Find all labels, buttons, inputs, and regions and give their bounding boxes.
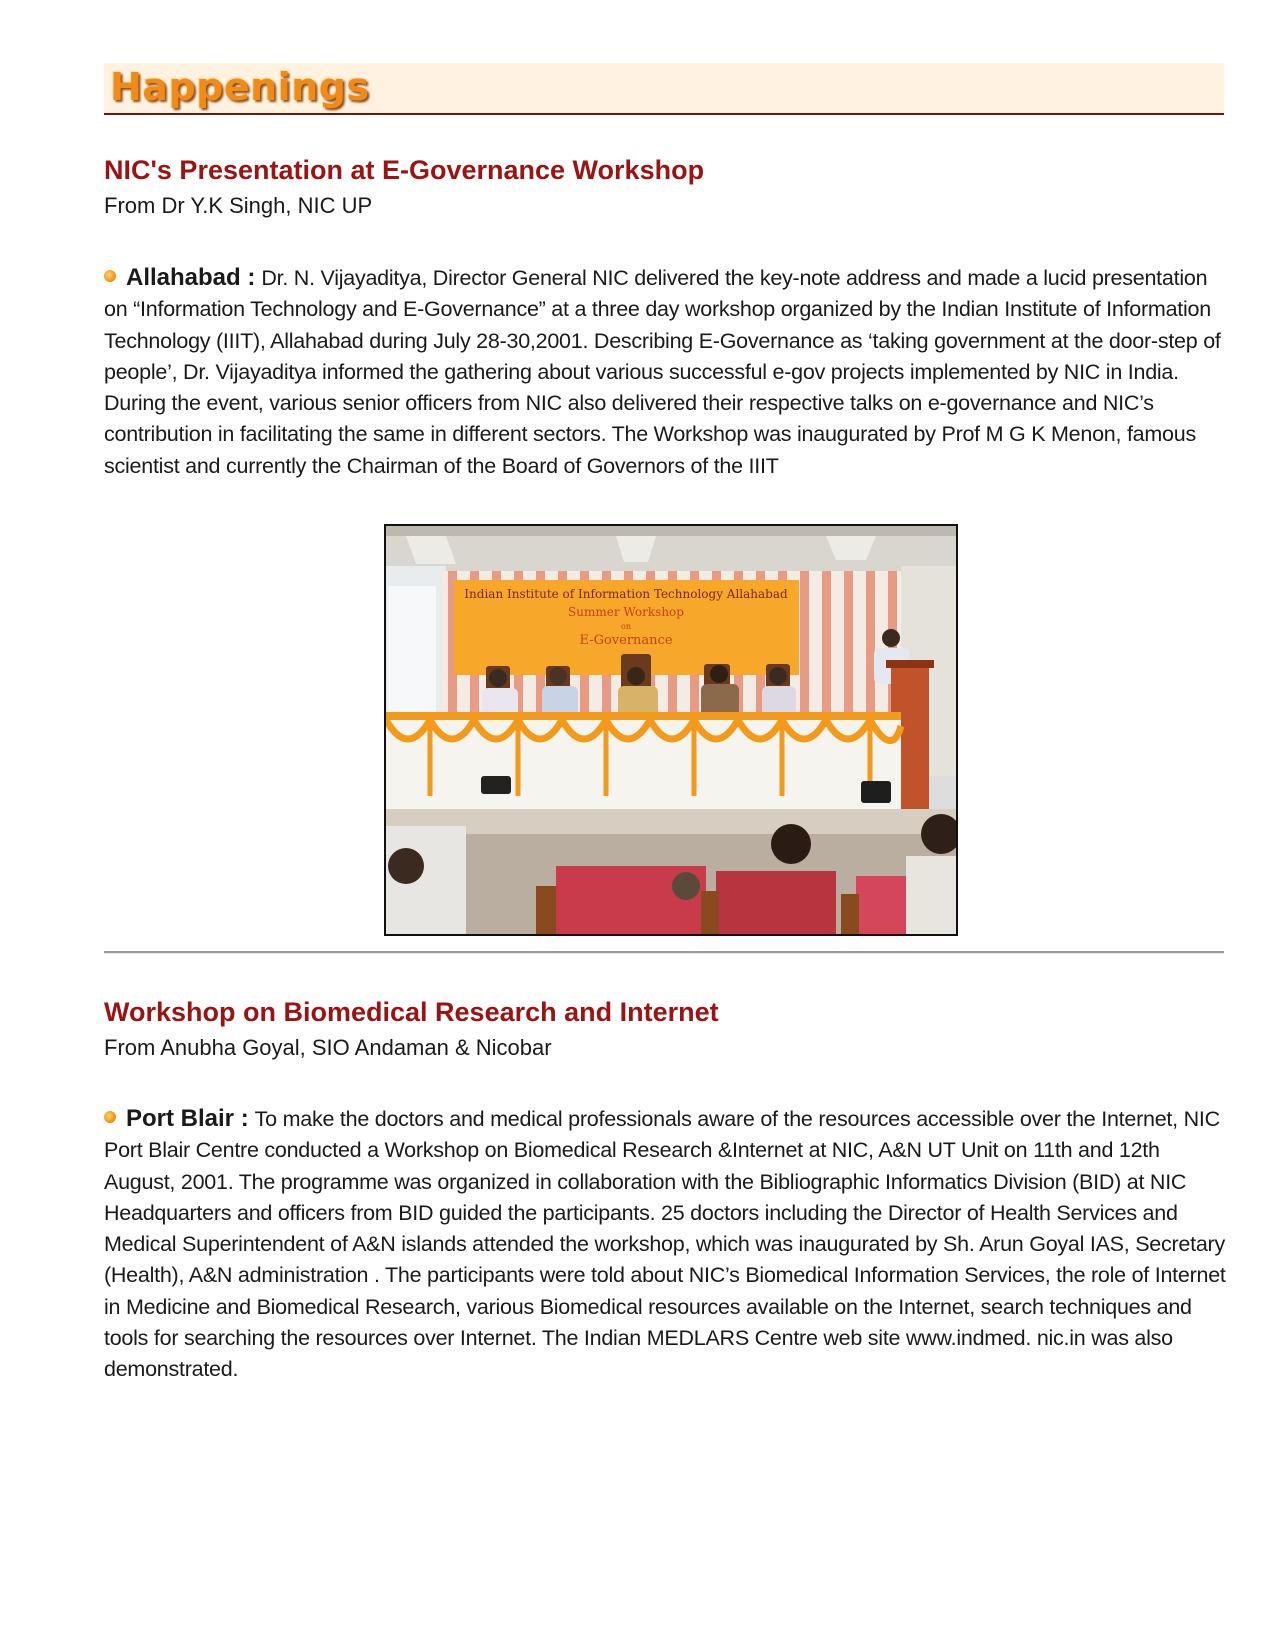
bullet-icon (104, 270, 116, 282)
article-text: To make the doctors and medical professionals aware of the resources accessible over the Internet, NIC Port Blair Centre conducted a Workshop on Biomedical Research &Internet at NIC, A&N UT Unit on 11th and 12th August, 2001. The programme was organized in collaboration with the Bibliographic Informatics Division (BID) at NIC Headquarters and officers from BID guided the participants. 25 doctors including the Director of Health Services and Medical Superintendent of A&N islands attended the workshop, which was inaugurated by Sh. Arun Goyal IAS, Secretary (Health), A&N administration . The participants were told about NIC’s Biomedical Information Services, the role of Internet in Medicine and Biomedical Research, various Biomedical resources available on the Internet, search techniques and tools for searching the resources over Internet. The Indian MEDLARS Centre web site www.indmed. nic.in was also demonstrated. (104, 1107, 1226, 1382)
article-byline: From Anubha Goyal, SIO Andaman & Nicobar (104, 1035, 552, 1060)
article-body (104, 262, 1229, 482)
photo-banner-text: Indian Institute of Information Technology Allahabad (464, 587, 788, 601)
article-text: Dr. N. Vijayaditya, Director General NIC delivered the key-note address and made a lucid presentation on “Information Technology and E-Governance” at a three day workshop organized by the Indian Institute of Information Technology (IIIT), Allahabad during July 28-30,2001. Describing E-Governance as ‘taking government at the door-step of people’, Dr. Vijayaditya informed the gathering about various successful e-gov projects implemented by NIC in India. During the event, various senior officers from NIC also delivered their respective talks on e-governance and NIC’s contribution in facilitating the same in different sectors. The Workshop was inaugurated by Prof M G K Menon, famous scientist and currently the Chairman of the Board of Governors of the IIIT (104, 266, 1221, 478)
article-body (104, 1103, 1229, 1386)
section-divider (104, 951, 1224, 954)
article-title: Workshop on Biomedical Research and Internet (104, 997, 719, 1027)
article-location: Allahabad : (126, 264, 256, 291)
section-title: Happenings (110, 65, 370, 109)
section-banner (104, 63, 1224, 115)
article-byline: From Dr Y.K Singh, NIC UP (104, 193, 373, 218)
bullet-icon (104, 1111, 116, 1123)
article-title: NIC's Presentation at E-Governance Workshop (104, 155, 705, 185)
photo-banner-text: on (621, 622, 631, 631)
event-photo (384, 524, 958, 936)
article-location: Port Blair : (126, 1105, 249, 1132)
photo-banner-text: E-Governance (579, 633, 673, 648)
photo-banner-text: Summer Workshop (568, 605, 684, 619)
